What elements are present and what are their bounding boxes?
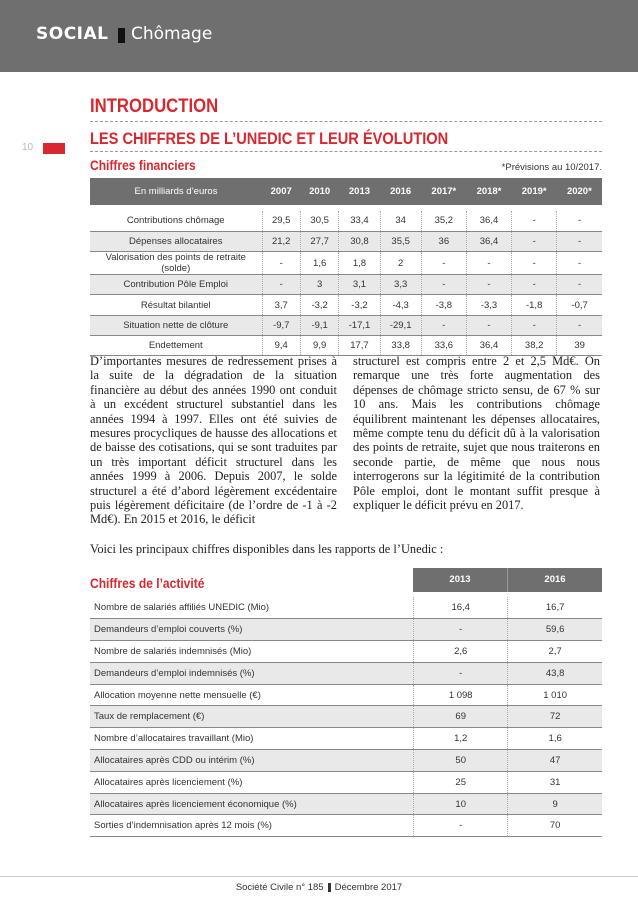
cell-value: 3,7: [262, 295, 300, 315]
page-number: 10: [22, 142, 34, 153]
table-row: [90, 750, 602, 772]
cell-value: 16,4: [414, 597, 508, 619]
cell-value: 35,5: [380, 231, 421, 251]
row-label: Nombre de salariés affiliés UNEDIC (Mio): [90, 597, 414, 619]
row-label: Nombre d’allocataires travaillant (Mio): [90, 728, 414, 750]
row-label: Situation nette de clôture: [90, 315, 262, 335]
cell-value: 9,9: [300, 335, 338, 355]
cell-value: -: [557, 211, 602, 231]
cell-value: 25: [414, 771, 508, 793]
cell-value: 70: [508, 815, 602, 837]
cell-value: 1 010: [508, 684, 602, 706]
table-row: [90, 211, 602, 231]
cell-value: -1,8: [512, 295, 557, 315]
cell-value: 27,7: [300, 231, 338, 251]
table-row: [90, 335, 602, 355]
cell-value: -9,7: [262, 315, 300, 335]
table-row: [90, 793, 602, 815]
cell-value: -: [512, 315, 557, 335]
cell-value: 3,3: [380, 275, 421, 295]
cell-value: -: [466, 315, 511, 335]
cell-value: 2,7: [508, 641, 602, 663]
footer: [0, 882, 638, 893]
cell-value: -: [414, 619, 508, 641]
cell-value: -: [512, 211, 557, 231]
cell-value: -: [414, 815, 508, 837]
cell-value: 43,8: [508, 662, 602, 684]
cell-value: 1,8: [339, 252, 380, 275]
table-row: [90, 619, 602, 641]
row-label: Nombre de salariés indemnisés (Mio): [90, 641, 414, 663]
table-row: [90, 315, 602, 335]
cell-value: -3,8: [421, 295, 466, 315]
cell-value: -: [466, 275, 511, 295]
cell-value: -: [557, 231, 602, 251]
cell-value: -3,3: [466, 295, 511, 315]
row-label: Contribution Pôle Emploi: [90, 275, 262, 295]
table-row: [90, 597, 602, 619]
cell-value: -: [414, 662, 508, 684]
cell-value: -: [421, 315, 466, 335]
forecast-note: *Prévisions au 10/2017.: [501, 162, 602, 173]
cell-value: 72: [508, 706, 602, 728]
table-row: [90, 684, 602, 706]
cell-value: 3,1: [339, 275, 380, 295]
cell-value: -: [512, 275, 557, 295]
financial-col-year: 2017*: [421, 178, 466, 205]
cell-value: 2,6: [414, 641, 508, 663]
cell-value: 36,4: [466, 335, 511, 355]
footer-publication: Société Civile n° 185: [235, 882, 324, 893]
row-label: Allocataires après licenciement (%): [90, 771, 414, 793]
row-label: Valorisation des points de retraite (solde): [90, 252, 262, 275]
row-label: Contributions chômage: [90, 211, 262, 231]
body-column-left: D’importantes mesures de redressement prises à la suite de la dégradation de la situation financière au début des années 1990 ont conduit à un excédent structurel substantiel dans les années 1994 à 1997. Elles ont été suivies de mesures procycliques de hausse des allocations et de baisse des cotisations, qui se sont traduites par un très important déficit structurel dans les années 1999 à 2006. Depuis 2007, le solde structurel a été d’abord légèrement excédentaire puis légèrement déficitaire (de l’ordre de -1 à -2 Md€). En 2015 et 2016, le déficit: [90, 354, 337, 527]
divider: [90, 121, 602, 122]
table-row: [90, 252, 602, 275]
cell-value: 2: [380, 252, 421, 275]
cell-value: -: [421, 252, 466, 275]
cell-value: 1,6: [300, 252, 338, 275]
table-row: [90, 231, 602, 251]
row-label: Résultat bilantiel: [90, 295, 262, 315]
financial-heading: Chiffres financiers: [90, 157, 196, 173]
financial-col-year: 2016: [380, 178, 421, 205]
cell-value: -3,2: [300, 295, 338, 315]
table-row: [90, 771, 602, 793]
cell-value: 34: [380, 211, 421, 231]
cell-value: 59,6: [508, 619, 602, 641]
footer-separator: [328, 883, 331, 892]
footer-date: Décembre 2017: [334, 882, 403, 893]
cell-value: 35,2: [421, 211, 466, 231]
cell-value: -: [557, 315, 602, 335]
row-label: Endettement: [90, 335, 262, 355]
cell-value: 33,8: [380, 335, 421, 355]
cell-value: -: [262, 252, 300, 275]
intro-line: Voici les principaux chiffres disponibles dans les rapports de l’Unedic :: [90, 542, 444, 556]
financial-col-year: 2019*: [512, 178, 557, 205]
activity-table: [90, 597, 602, 837]
financial-col-year: 2013: [339, 178, 380, 205]
financial-col-year: 2007: [262, 178, 300, 205]
cell-value: 1,6: [508, 728, 602, 750]
table-row: [90, 641, 602, 663]
cell-value: -: [466, 252, 511, 275]
cell-value: -: [421, 275, 466, 295]
table-row: [90, 728, 602, 750]
section-header-bar: [0, 0, 638, 72]
cell-value: -4,3: [380, 295, 421, 315]
financial-col-year: 2010: [300, 178, 338, 205]
cell-value: 36: [421, 231, 466, 251]
footer-rule: [0, 876, 638, 877]
divider: [90, 151, 602, 152]
cell-value: -: [557, 252, 602, 275]
financial-table: [90, 178, 602, 356]
row-label: Allocation moyenne nette mensuelle (€): [90, 684, 414, 706]
cell-value: 21,2: [262, 231, 300, 251]
row-label: Demandeurs d’emploi couverts (%): [90, 619, 414, 641]
table-row: [90, 662, 602, 684]
cell-value: -0,7: [557, 295, 602, 315]
financial-col-year: 2020*: [557, 178, 602, 205]
table-row: [90, 295, 602, 315]
cell-value: 1 098: [414, 684, 508, 706]
row-label: Allocataires après CDD ou intérim (%): [90, 750, 414, 772]
subsection-label: Chômage: [131, 24, 213, 44]
table-row: [90, 706, 602, 728]
cell-value: 33,4: [339, 211, 380, 231]
cell-value: 9: [508, 793, 602, 815]
cell-value: 1,2: [414, 728, 508, 750]
cell-value: 38,2: [512, 335, 557, 355]
activity-col-2016: 2016: [544, 574, 566, 585]
activity-heading: Chiffres de l’activité: [90, 575, 205, 591]
body-column-right: structurel est compris entre 2 et 2,5 Md€. On remarque une très forte augmentation des dépenses de chômage stricto sensu, de 67 % sur 10 ans. Mais les contributions chômage équilibrent maintenant les dépenses allocataires, même compte tenu du déficit dû à la valorisation des points de retraite, sujet que nous traiterons en seconde partie, de même que nous nous interrogerons sur la légitimité de la contribution Pôle emploi, dont le montant suffit presque à expliquer le déficit prévu en 2017.: [353, 354, 600, 513]
cell-value: 29,5: [262, 211, 300, 231]
row-label: Dépenses allocataires: [90, 231, 262, 251]
financial-col-year: 2018*: [466, 178, 511, 205]
page-title: INTRODUCTION: [90, 96, 219, 117]
cell-value: 30,5: [300, 211, 338, 231]
cell-value: 9,4: [262, 335, 300, 355]
cell-value: 31: [508, 771, 602, 793]
cell-value: 47: [508, 750, 602, 772]
cell-value: 10: [414, 793, 508, 815]
activity-table-header: [413, 568, 602, 592]
cell-value: -: [512, 252, 557, 275]
row-label: Demandeurs d’emploi indemnisés (%): [90, 662, 414, 684]
row-label: Sorties d’indemnisation après 12 mois (%): [90, 815, 414, 837]
cell-value: 17,7: [339, 335, 380, 355]
cell-value: 50: [414, 750, 508, 772]
cell-value: -17,1: [339, 315, 380, 335]
cell-value: 69: [414, 706, 508, 728]
table-row: [90, 815, 602, 837]
cell-value: -9,1: [300, 315, 338, 335]
cell-value: 33,6: [421, 335, 466, 355]
activity-col-2013: 2013: [413, 568, 508, 592]
cell-value: 39: [557, 335, 602, 355]
row-label: Allocataires après licenciement économique (%): [90, 793, 414, 815]
header-separator: [118, 28, 125, 43]
section-label: SOCIAL: [36, 24, 109, 44]
cell-value: -: [262, 275, 300, 295]
cell-value: 16,7: [508, 597, 602, 619]
cell-value: 36,4: [466, 231, 511, 251]
cell-value: 36,4: [466, 211, 511, 231]
cell-value: -3,2: [339, 295, 380, 315]
cell-value: 30,8: [339, 231, 380, 251]
row-label: Taux de remplacement (€): [90, 706, 414, 728]
financial-col-label: En milliards d’euros: [90, 178, 262, 205]
cell-value: -: [557, 275, 602, 295]
page-subtitle: LES CHIFFRES DE L’UNEDIC ET LEUR ÉVOLUTION: [90, 129, 449, 148]
cell-value: -29,1: [380, 315, 421, 335]
cell-value: 3: [300, 275, 338, 295]
table-row: [90, 275, 602, 295]
cell-value: -: [512, 231, 557, 251]
page-marker: [43, 143, 65, 154]
